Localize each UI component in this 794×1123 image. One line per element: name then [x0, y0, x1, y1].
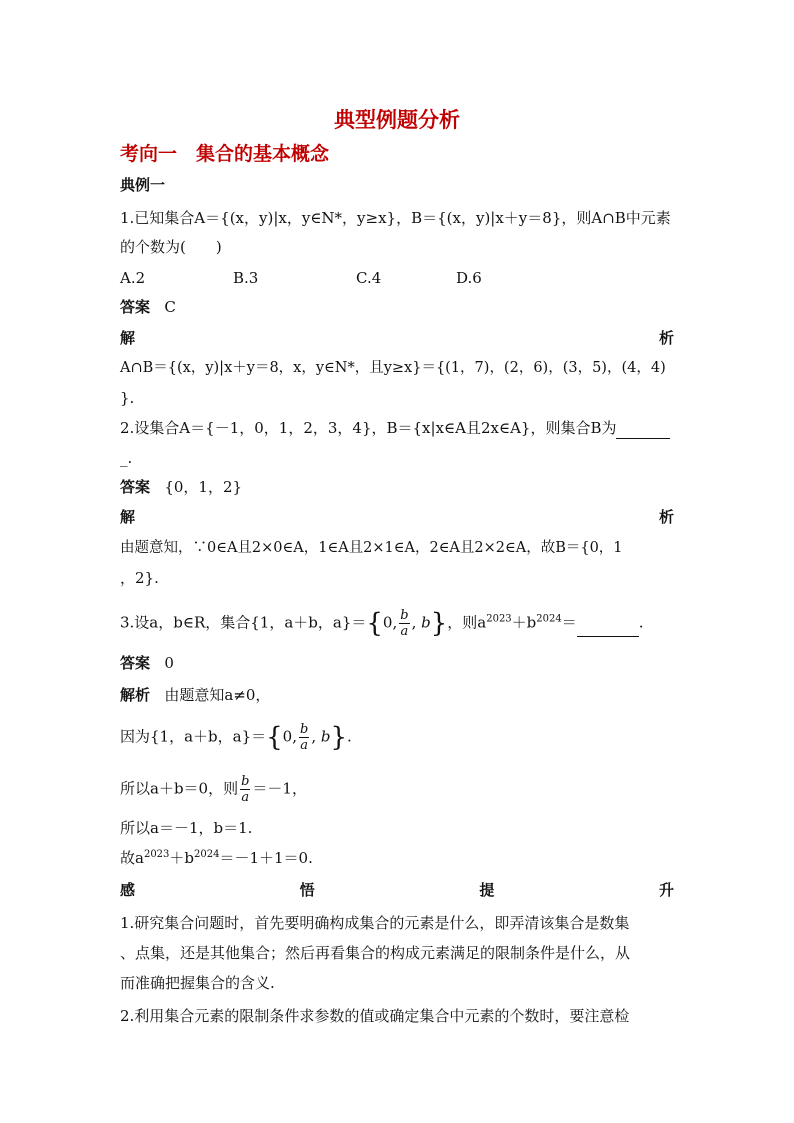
q3-step4-exp1: 2023 [143, 849, 170, 860]
q3-step1-prefix: 因为{1，a＋b，a}＝ [120, 727, 267, 746]
insight-heading-char-4: 升 [658, 881, 674, 899]
q3-right-brace: } [430, 608, 448, 639]
q1-answer-value: C [164, 298, 176, 316]
q3-frac-num: b [400, 608, 409, 623]
insight-heading-char-1: 感 [120, 881, 136, 899]
q3-step2-suffix: ＝－1， [252, 779, 307, 798]
q3-end: . [638, 613, 644, 632]
q1-option-c: C.4 [356, 269, 382, 287]
q3-frac-den: a [400, 624, 409, 639]
q3-stem-prefix: 3.设a，b∈R，集合{1，a＋b，a}＝ [120, 613, 367, 632]
q1-analysis-heading [120, 328, 674, 348]
insight-line2: 、点集，还是其他集合；然后再看集合的构成元素满足的限制条件是什么，从 [120, 944, 631, 962]
section-heading: 考向一 集合的基本概念 [120, 143, 330, 165]
q3-step1-frac-den: a [300, 738, 309, 753]
q3-step4-mid: ＋b [169, 849, 195, 867]
q1-analysis-line1: A∩B＝{(x，y)|x＋y＝8，x，y∈N*，且y≥x}＝{(1，7)，(2，6)，(3，5)，(4，4) [120, 360, 666, 376]
q1-option-d: D.6 [456, 269, 482, 287]
q3-stem-suffix: ，则a [447, 613, 487, 632]
q2-analysis-right: 析 [658, 508, 674, 526]
q3-answer-blank [577, 610, 639, 637]
q3-exp2: 2024 [536, 613, 562, 625]
q1-answer [120, 297, 674, 317]
q2-answer-label: 答案 [120, 478, 151, 496]
q1-option-b: B.3 [233, 269, 259, 287]
q3-step4 [120, 848, 674, 868]
q1-option-a: A.2 [120, 269, 146, 287]
q3-step2 [120, 774, 674, 805]
q3-step1-suffix: . [347, 727, 352, 746]
q3-set-last: b [421, 613, 431, 632]
q3-step1-fraction [299, 722, 309, 753]
q1-stem-line2: 的个数为( ) [120, 238, 222, 256]
q3-set-first: 0, [382, 613, 398, 632]
insight-heading-char-2: 悟 [299, 881, 315, 899]
q2-analysis-heading [120, 507, 674, 527]
q2-answer [120, 477, 674, 497]
q2-analysis-line2: ，2}. [120, 569, 159, 587]
q3-step2-frac-num: b [241, 774, 250, 789]
insight-line4: 2.利用集合元素的限制条件求参数的值或确定集合中元素的个数时，要注意检 [120, 1007, 630, 1025]
q1-analysis-right: 析 [658, 329, 674, 347]
insight-heading-char-3: 提 [479, 881, 495, 899]
q1-analysis-line2: }. [120, 389, 135, 407]
q3-step4-exp2: 2024 [194, 849, 220, 860]
q3-answer-label: 答案 [120, 654, 151, 672]
q3-step1-frac-num: b [299, 722, 309, 737]
insight-line1: 1.研究集合问题时，首先要明确构成集合的元素是什么，即弄清该集合是数集 [120, 914, 630, 932]
q3-equals: ＝ [561, 613, 577, 632]
q3-step2-fraction [240, 774, 250, 805]
q3-step1-left-brace: { [266, 722, 283, 753]
q3-fraction [399, 608, 409, 639]
q3-analysis-text: 由题意知a≠0， [164, 686, 271, 704]
q2-analysis-line1: 由题意知，∵0∈A且2×0∈A，1∈A且2×1∈A，2∈A且2×2∈A，故B＝{0，1 [120, 540, 623, 556]
q3-step1-set-first: 0, [282, 727, 297, 746]
q3-step4-suffix: ＝－1＋1＝0. [219, 849, 313, 867]
q3-step1-set-last: b [320, 727, 331, 746]
q3-analysis-label: 解析 [120, 686, 151, 704]
q2-stem-text: 2.设集合A＝{－1，0，1，2，3，4}，B＝{x|x∈A且2x∈A}，则集合B为 [120, 419, 617, 437]
q3-step3: 所以a＝－1，b＝1. [120, 819, 253, 837]
q3-step2-prefix: 所以a＋b＝0，则 [120, 779, 239, 798]
q1-answer-label: 答案 [120, 298, 151, 316]
insight-heading [120, 880, 674, 900]
q1-stem-line1: 1.已知集合A＝{(x，y)|x，y∈N*，y≥x}，B＝{(x，y)|x＋y＝8}，则A∩B中元素 [120, 209, 671, 227]
q3-step4-prefix: 故a [120, 849, 144, 867]
q3-analysis-line1 [120, 685, 674, 705]
q2-answer-blank [616, 418, 670, 439]
insight-line3: 而准确把握集合的含义. [120, 974, 275, 992]
q1-options [120, 268, 674, 288]
example-label: 典例一 [120, 176, 166, 194]
q3-left-brace: { [366, 608, 383, 639]
q2-analysis-left: 解 [120, 508, 136, 526]
q2-stem-line1 [120, 418, 674, 439]
q3-answer-value: 0 [164, 654, 174, 672]
q3-exp1: 2023 [486, 613, 512, 625]
q3-stem: 3.设a，b∈R，集合{1，a＋b，a}＝{0, $\frac{b}{a}$ , b}，则$a^{2023}+b^{2024}=$ . [120, 608, 644, 639]
q3-step1: 因为{1，a＋b，a}＝{0, $\frac{b}{a}$ , b}. [120, 722, 352, 753]
page-title: 典型例题分析 [334, 107, 460, 132]
q3-step2-frac-den: a [241, 790, 250, 805]
q3-plus-b: ＋b [511, 613, 537, 632]
q3-answer [120, 653, 674, 673]
q2-answer-value: {0，1，2} [164, 478, 243, 496]
q3-step1-right-brace: } [330, 722, 348, 753]
q1-analysis-left: 解 [120, 329, 136, 347]
q2-stem-line2: _. [120, 449, 133, 467]
